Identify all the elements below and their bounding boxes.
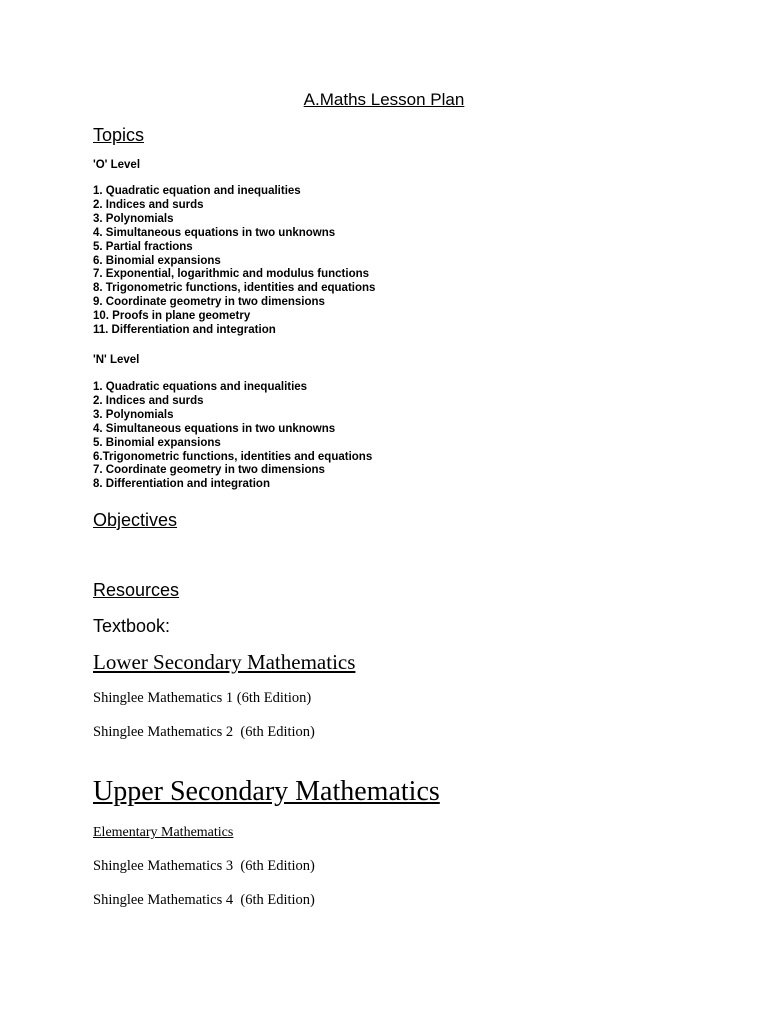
lower-secondary-book-2: Shinglee Mathematics 2 (6th Edition) [93,724,315,740]
textbook-label: Textbook: [93,616,171,636]
list-item: 4. Simultaneous equations in two unknowns [93,422,336,435]
topics-heading: Topics [93,125,145,145]
list-item: 3. Polynomials [93,212,174,225]
resources-heading: Resources [93,580,180,600]
list-item: 8. Differentiation and integration [93,478,270,491]
list-item: 1. Quadratic equation and inequalities [93,185,301,197]
list-item: 2. Indices and surds [93,394,204,407]
list-item: 7. Exponential, logarithmic and modulus functions [93,268,370,281]
list-item: 5. Partial fractions [93,240,193,253]
lower-secondary-book-1: Shinglee Mathematics 1 (6th Edition) [93,690,312,706]
o-level-topic-list [93,185,375,338]
list-item: 2. Indices and surds [93,198,204,211]
list-item: 10. Proofs in plane geometry [93,310,251,323]
list-item: 1. Quadratic equations and inequalities [93,381,308,393]
o-level-label: 'O' Level [93,159,141,171]
n-level-topic-list [93,381,372,492]
list-item: 11. Differentiation and integration [93,324,276,337]
list-item: 3. Polynomials [93,408,174,421]
upper-secondary-book-1: Shinglee Mathematics 3 (6th Edition) [93,858,315,874]
list-item: 4. Simultaneous equations in two unknowns [93,226,336,239]
lower-secondary-heading: Lower Secondary Mathematics [93,650,356,674]
objectives-heading: Objectives [93,510,178,530]
list-item: 9. Coordinate geometry in two dimensions [93,296,325,309]
upper-secondary-heading: Upper Secondary Mathematics [93,776,440,807]
list-item: 5. Binomial expansions [93,436,221,449]
elementary-mathematics-subheading: Elementary Mathematics [93,825,234,840]
list-item: 7. Coordinate geometry in two dimensions [93,464,325,477]
n-level-label: 'N' Level [93,354,140,366]
list-item: 8. Trigonometric functions, identities and equations [93,282,376,295]
list-item: 6.Trigonometric functions, identities and equations [93,450,373,463]
list-item: 6. Binomial expansions [93,254,221,267]
document-title: A.Maths Lesson Plan [303,90,465,109]
upper-secondary-book-2: Shinglee Mathematics 4 (6th Edition) [93,892,315,908]
